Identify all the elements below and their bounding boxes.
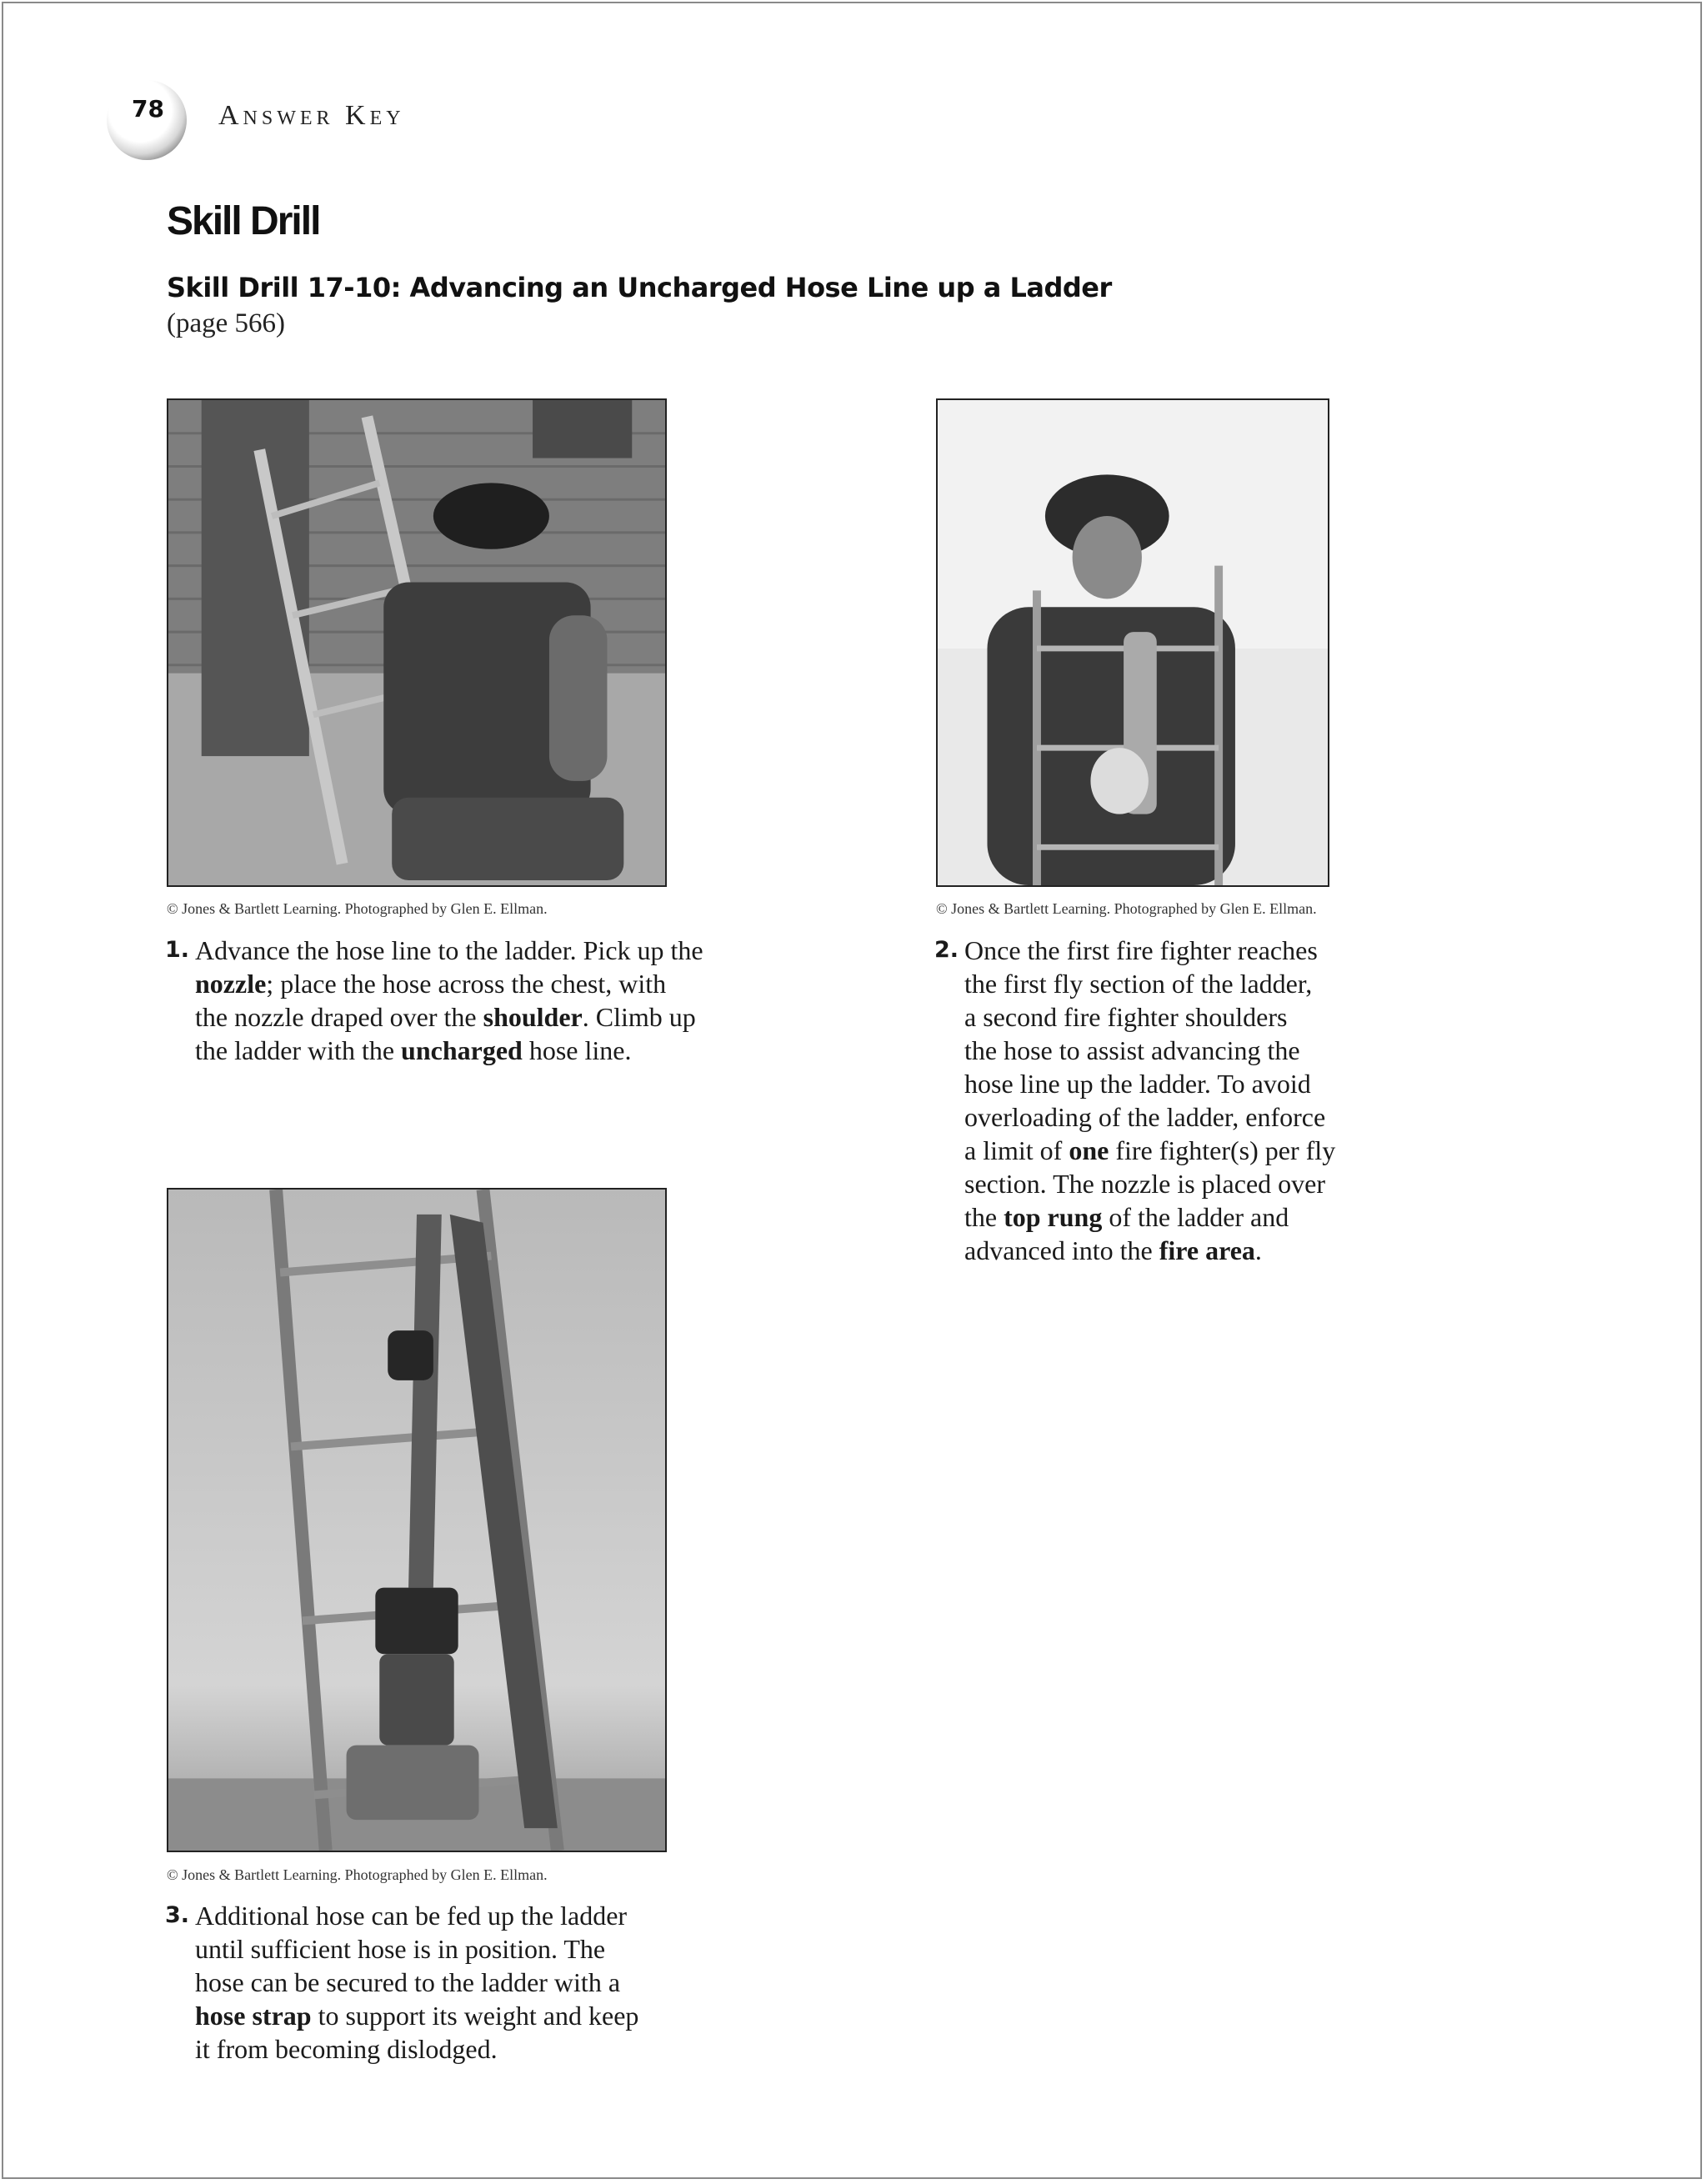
photo-step-2	[936, 398, 1329, 887]
photo-credit-3: © Jones & Bartlett Learning. Photographed by Glen E. Ellman.	[167, 1866, 548, 1883]
key-term: hose strap	[195, 2001, 312, 2031]
key-term: shoulder	[483, 1002, 583, 1032]
step-line: until sufficient hose is in position. The	[195, 1934, 606, 1964]
step-2	[934, 934, 1336, 1267]
step-line: hose line up the ladder. To avoid	[964, 1069, 1311, 1099]
step-line: hose can be secured to the ladder with a	[195, 1967, 621, 1997]
key-term: nozzle	[195, 969, 267, 999]
step-line: the hose to assist advancing the	[964, 1035, 1300, 1065]
step-line: Advance the hose line to the ladder. Pick up the	[195, 935, 703, 965]
step-1	[165, 934, 703, 1067]
step-line: the nozzle draped over the shoulder. Climb up	[195, 1002, 696, 1032]
key-term: fire area	[1159, 1235, 1255, 1265]
photo-credit-1: © Jones & Bartlett Learning. Photographed by Glen E. Ellman.	[167, 900, 548, 917]
photo-credit-2: © Jones & Bartlett Learning. Photographed by Glen E. Ellman.	[936, 900, 1317, 917]
section-title: Skill Drill	[167, 199, 320, 243]
step-line: the first fly section of the ladder,	[964, 969, 1313, 999]
photo-step-1-image	[168, 400, 665, 885]
step-3	[165, 1899, 639, 2066]
running-head: Answer Key	[218, 100, 405, 131]
step-line: the ladder with the uncharged hose line.	[195, 1035, 632, 1065]
step-line: nozzle; place the hose across the chest, with	[195, 969, 667, 999]
step-number: 1.	[165, 937, 190, 963]
step-line: a second fire fighter shoulders	[964, 1002, 1288, 1032]
key-term: uncharged	[401, 1035, 523, 1065]
step-line: advanced into the fire area.	[964, 1235, 1262, 1265]
key-term: top rung	[1004, 1202, 1103, 1232]
step-line: section. The nozzle is placed over	[964, 1169, 1326, 1199]
page-reference: (page 566)	[167, 308, 286, 338]
step-line: Additional hose can be fed up the ladder	[195, 1901, 628, 1931]
step-line: a limit of one fire fighter(s) per fly	[964, 1135, 1336, 1165]
page-number: 78	[132, 95, 164, 123]
step-number: 3.	[165, 1902, 190, 1928]
step-line: it from becoming dislodged.	[195, 2034, 498, 2064]
photo-step-3-image	[168, 1190, 665, 1851]
step-line: overloading of the ladder, enforce	[964, 1102, 1326, 1132]
step-line: Once the first fire fighter reaches	[964, 935, 1318, 965]
step-line: hose strap to support its weight and keep	[195, 2001, 639, 2031]
photo-step-2-image	[938, 400, 1328, 885]
step-line: the top rung of the ladder and	[964, 1202, 1289, 1232]
photo-step-3	[167, 1188, 667, 1852]
step-number: 2.	[934, 937, 959, 963]
drill-title: Skill Drill 17-10: Advancing an Uncharged Hose Line up a Ladder	[167, 272, 1112, 303]
key-term: one	[1069, 1135, 1109, 1165]
photo-step-1	[167, 398, 667, 887]
